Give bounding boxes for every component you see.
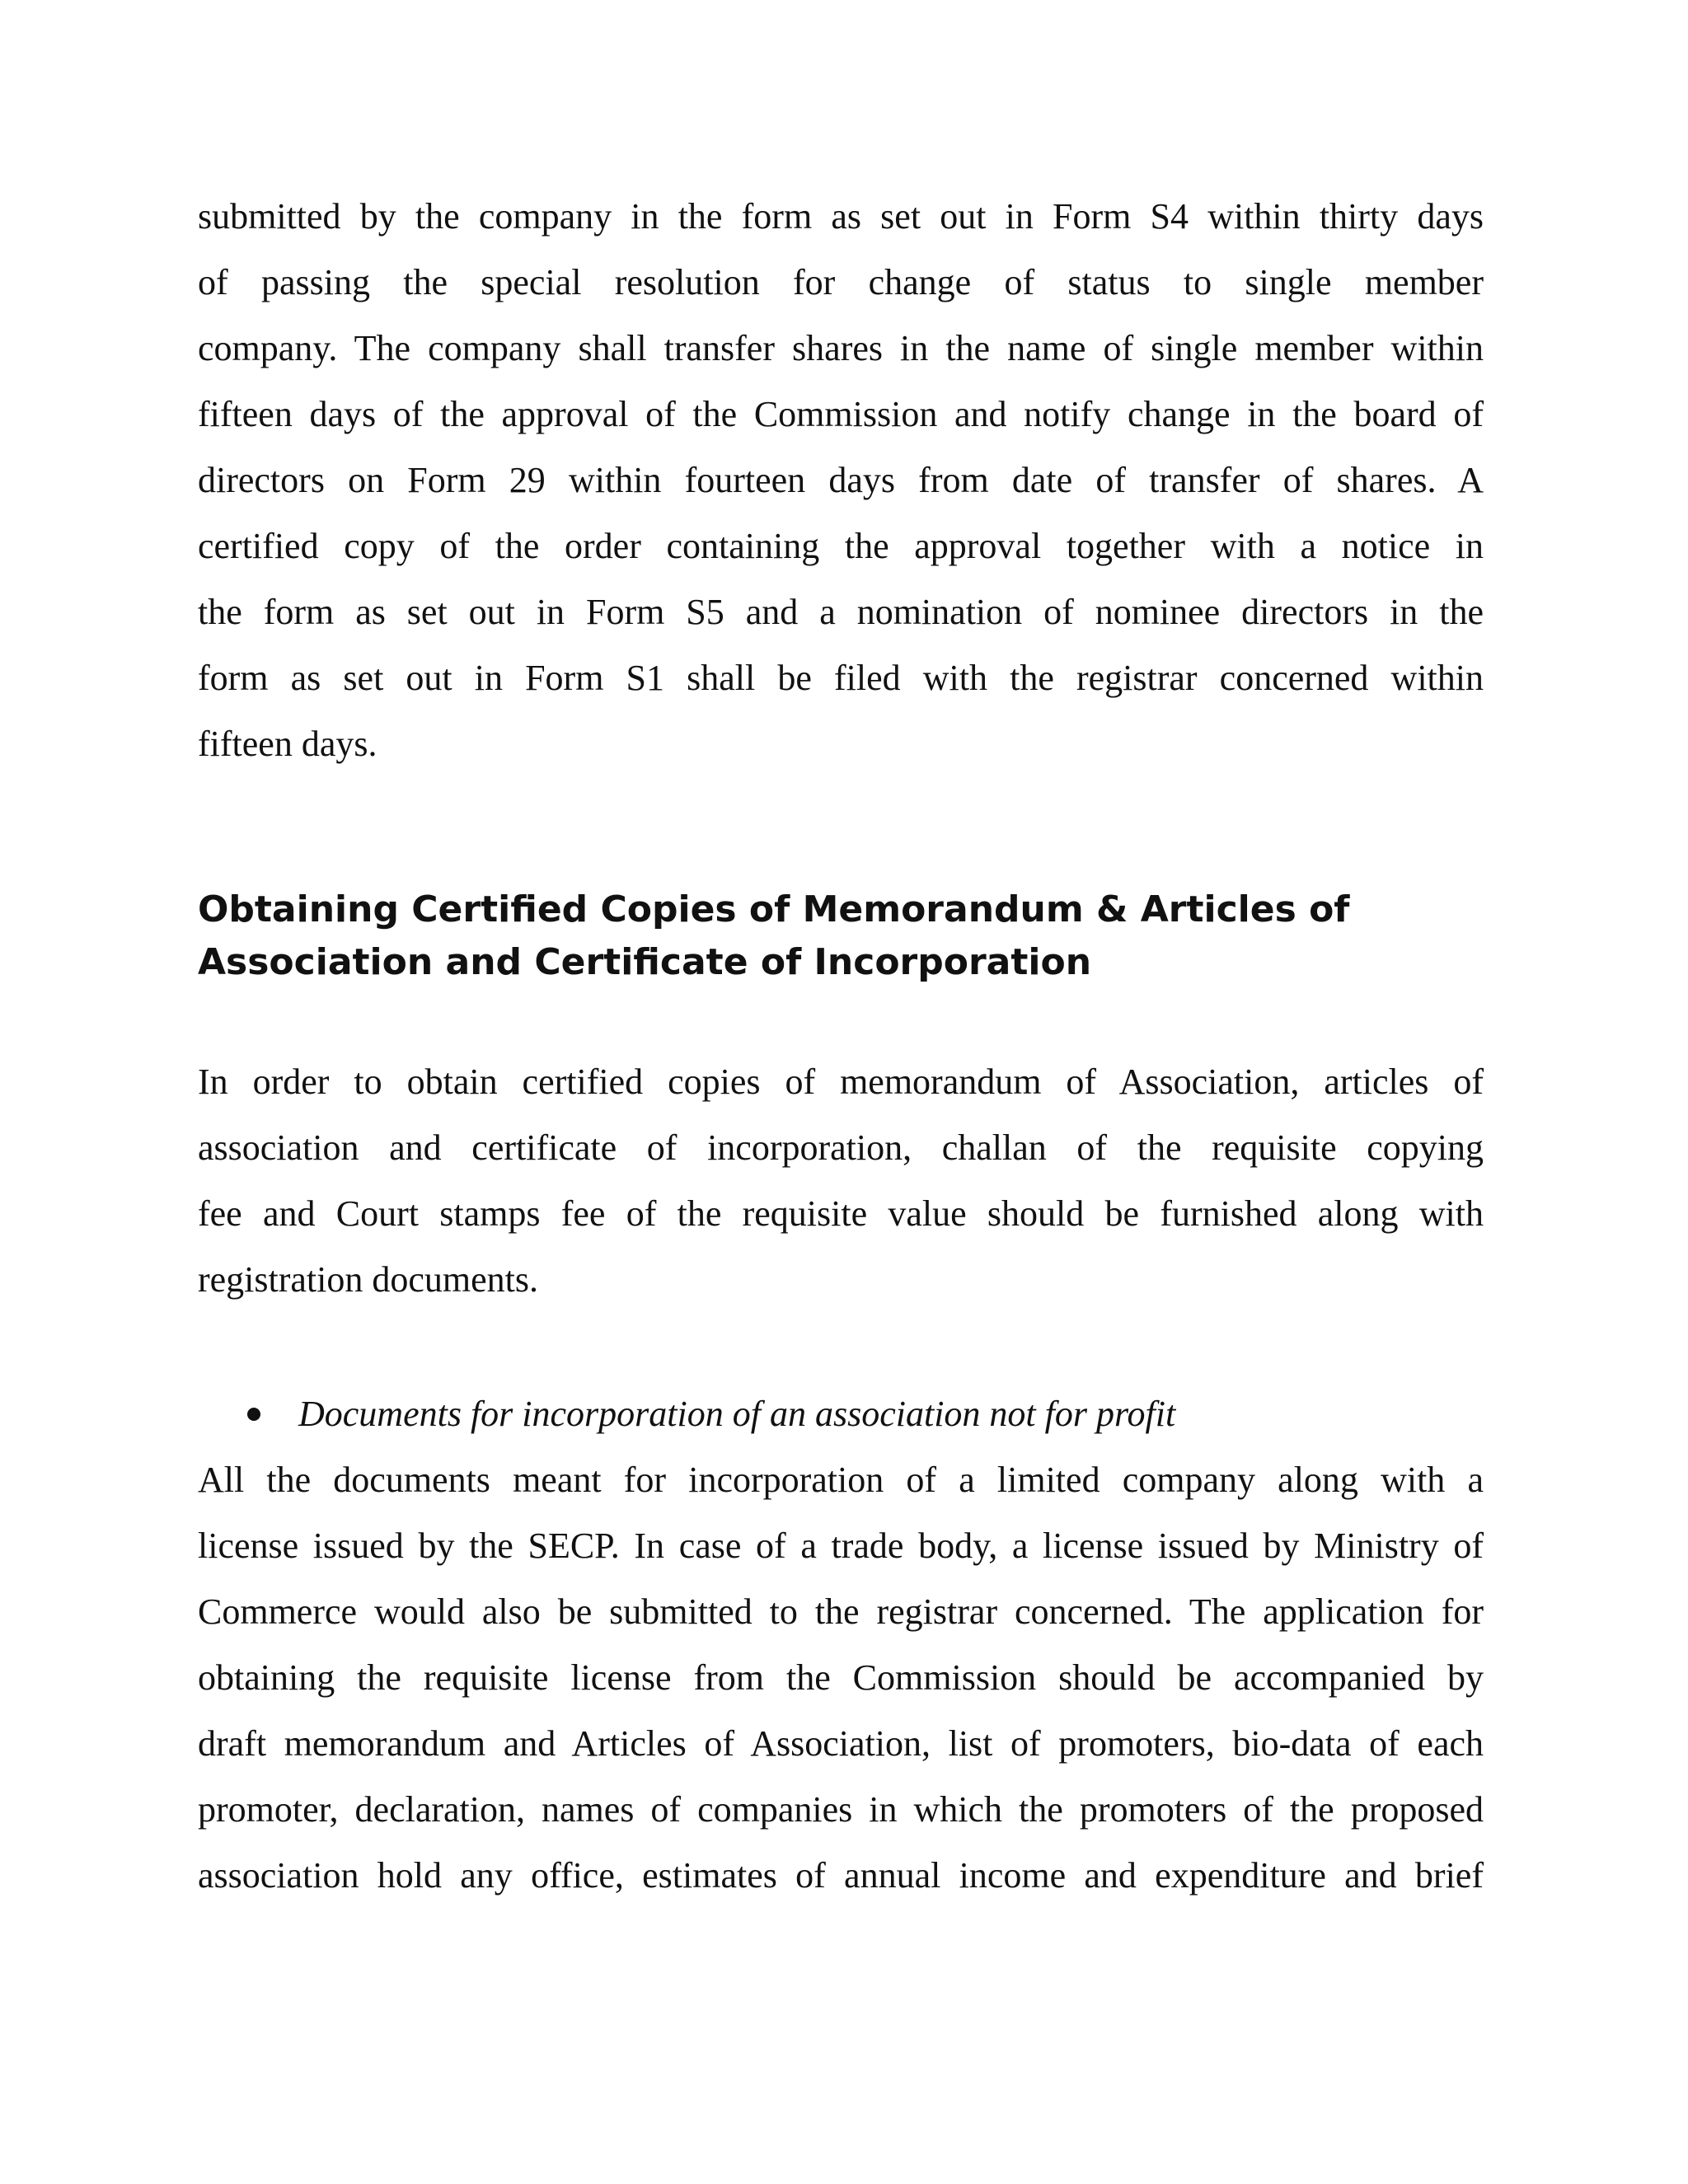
text-line: obtaining the requisite license from the Commission should be accompanied by [198,1657,1484,1698]
bullet-icon [247,1408,260,1421]
text-line: registration documents. [198,1259,539,1300]
text-line: of passing the special resolution for change of status to single member [198,262,1484,302]
text-line: fee and Court stamps fee of the requisite value should be furnished along with [198,1193,1484,1234]
text-line: company. The company shall transfer shares in the name of single member within [198,328,1484,368]
bullet-text: Documents for incorporation of an association not for profit [298,1394,1176,1434]
text-line: license issued by the SECP. In case of a trade body, a license issued by Ministry of [198,1526,1484,1566]
text-line: Commerce would also be submitted to the registrar concerned. The application for [198,1591,1484,1632]
text-line: association and certificate of incorporation, challan of the requisite copying [198,1127,1484,1168]
text-line: All the documents meant for incorporation of a limited company along with a [198,1460,1484,1500]
text-line: In order to obtain certified copies of memorandum of Association, articles of [198,1062,1484,1102]
text-line: association hold any office, estimates of annual income and expenditure and brief [198,1855,1484,1896]
text-line: draft memorandum and Articles of Association, list of promoters, bio-data of each [198,1723,1484,1764]
heading-line: Obtaining Certified Copies of Memorandum & Articles of [198,888,1350,930]
text-line: fifteen days of the approval of the Commission and notify change in the board of [198,394,1484,434]
text-line: the form as set out in Form S5 and a nomination of nominee directors in the [198,592,1484,632]
text-line: certified copy of the order containing the approval together with a notice in [198,526,1484,566]
text-line: submitted by the company in the form as set out in Form S4 within thirty days [198,196,1484,237]
text-line: form as set out in Form S1 shall be filed with the registrar concerned within [198,658,1484,698]
heading-line: Association and Certificate of Incorporation [198,941,1092,983]
text-line: promoter, declaration, names of companies in which the promoters of the proposed [198,1789,1484,1830]
bullet-item [247,1390,1484,1439]
text-line: fifteen days. [198,724,377,764]
text-line: directors on Form 29 within fourteen days from date of transfer of shares. A [198,460,1484,500]
